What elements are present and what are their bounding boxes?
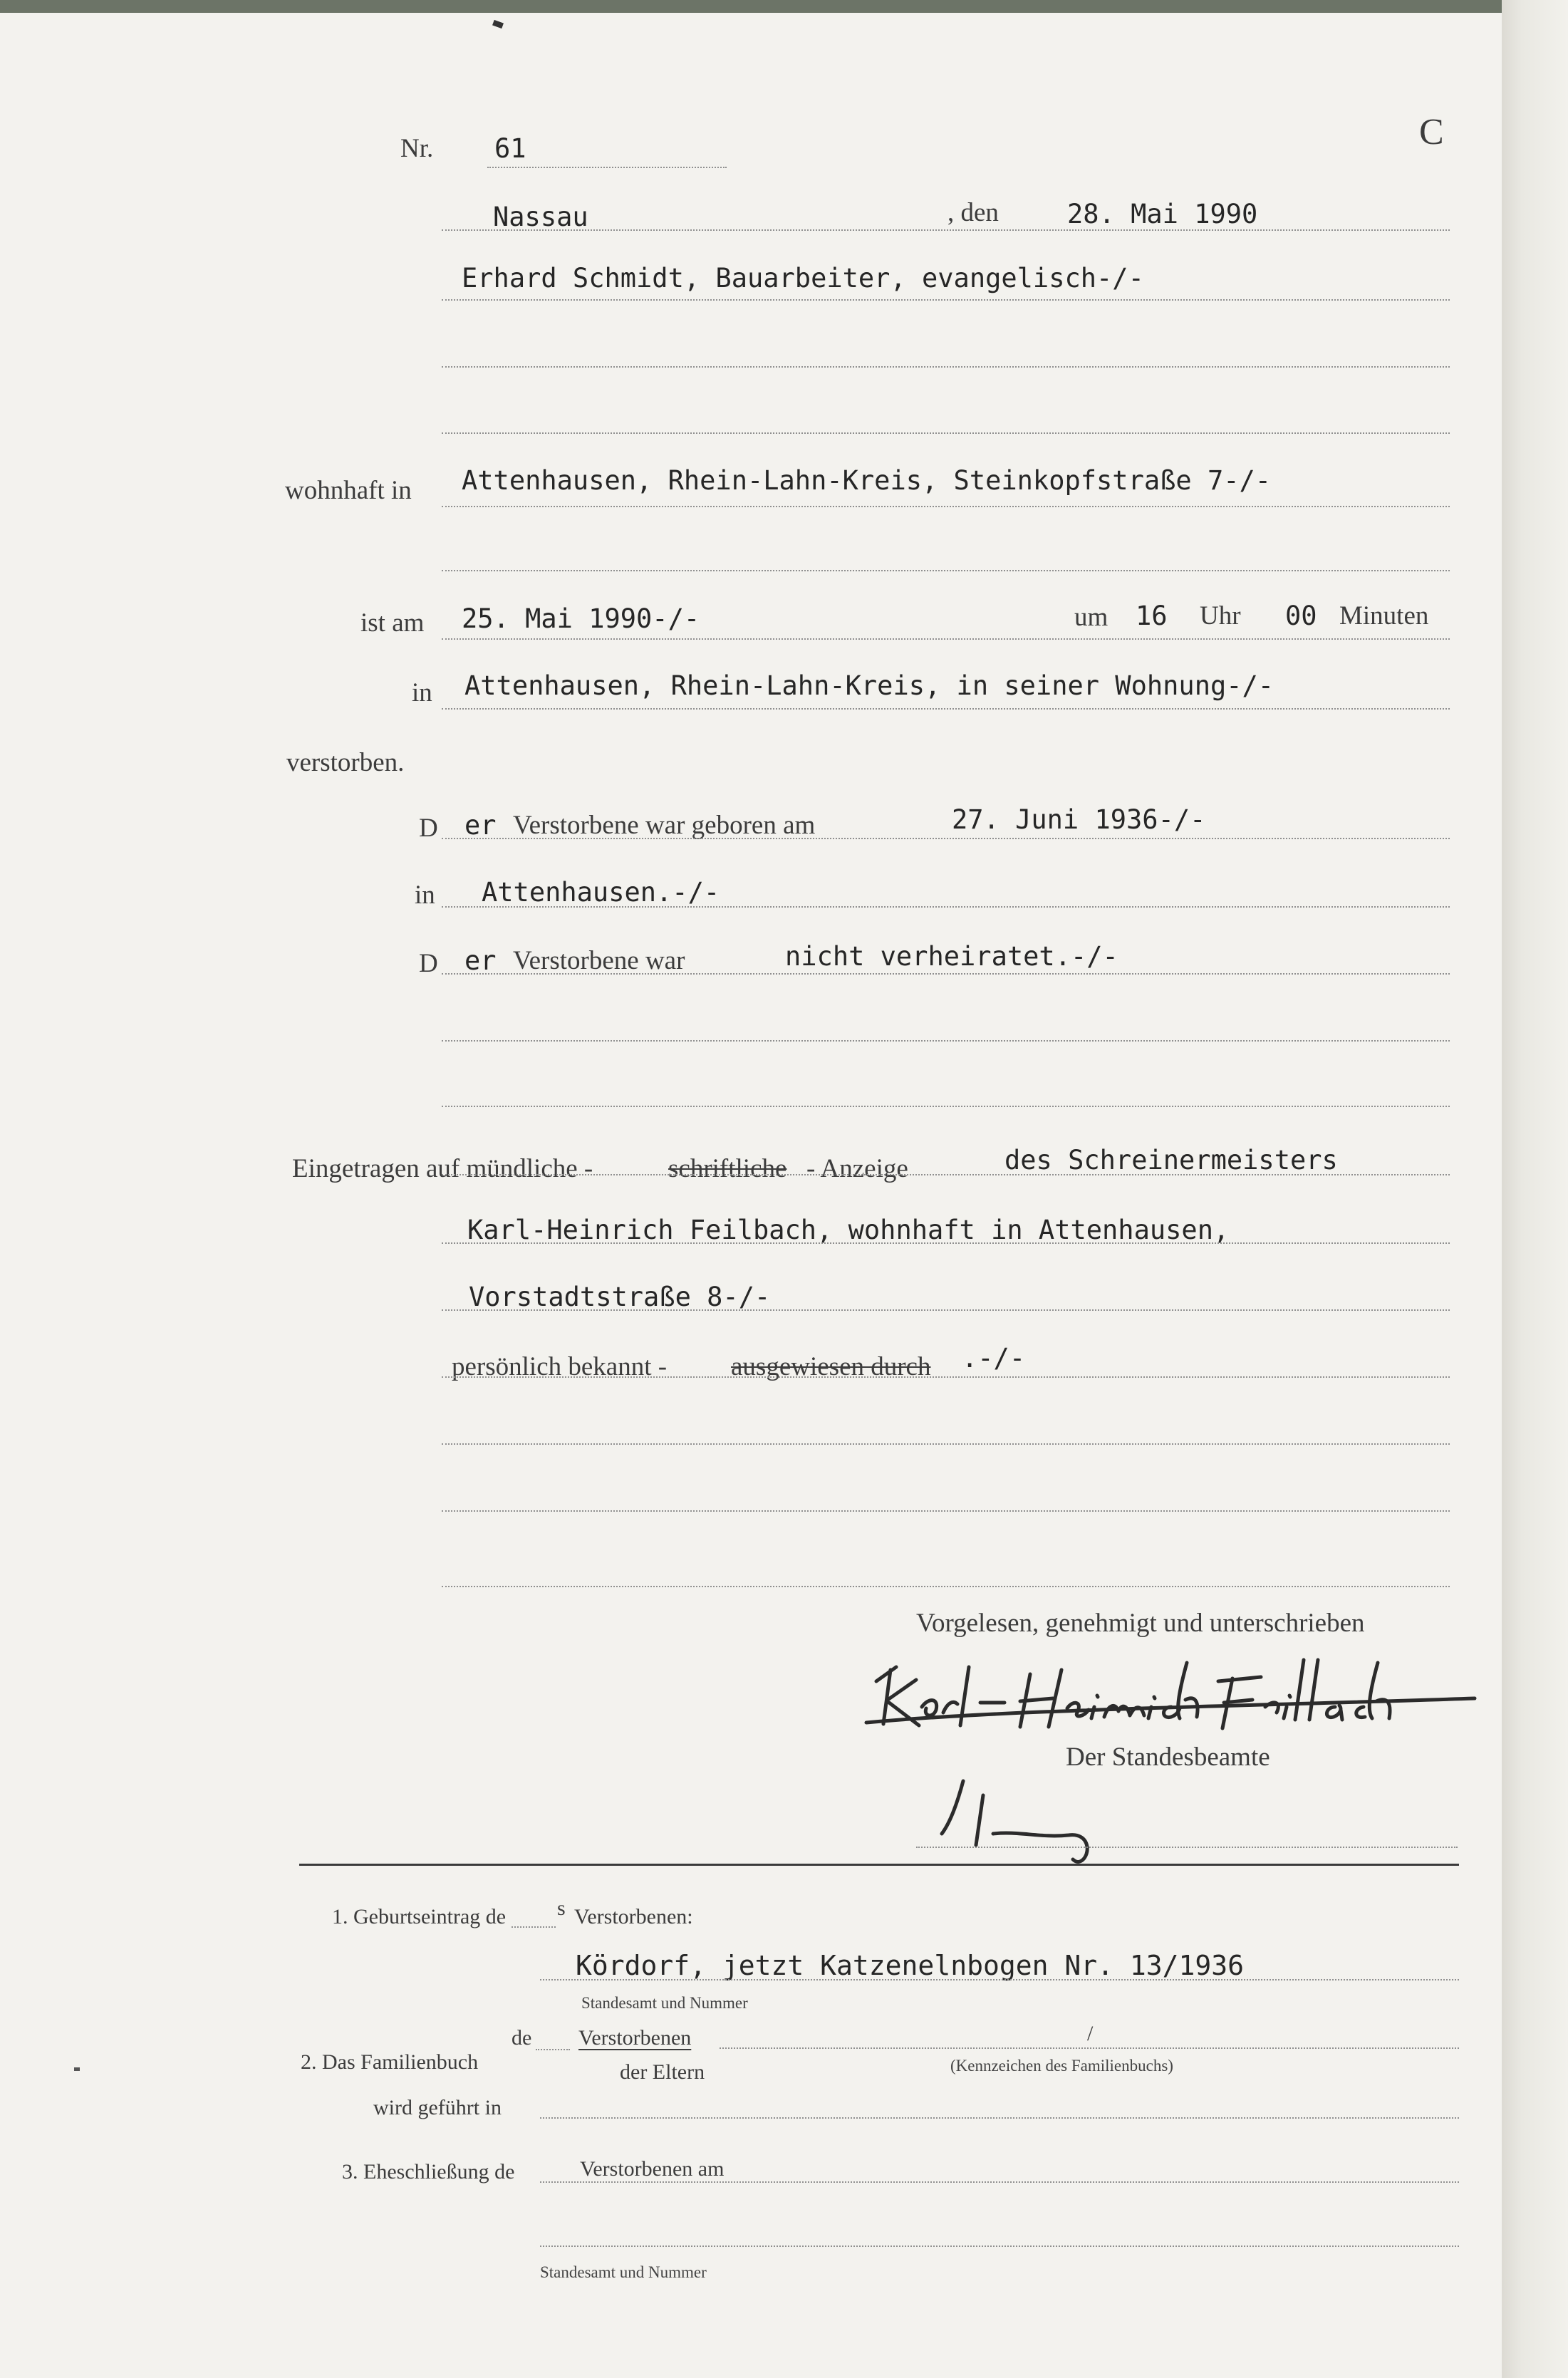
marital-d-prefix: D [419, 949, 438, 978]
residence: Attenhausen, Rhein-Lahn-Kreis, Steinkopfstraße 7-/- [462, 465, 1272, 496]
death-place: Attenhausen, Rhein-Lahn-Kreis, in seiner Wohnung-/- [464, 670, 1274, 701]
wohnhaft-label: wohnhaft in [285, 476, 412, 505]
line-signature [916, 1847, 1458, 1848]
nr-value: 61 [494, 133, 526, 164]
line-item3 [540, 2181, 1459, 2183]
schriftliche-struck: schriftliche [668, 1154, 787, 1183]
line-blank-4 [442, 1040, 1450, 1042]
geboren-label: Verstorbene war geboren am [513, 811, 816, 840]
ausgewiesen-struck: ausgewiesen durch [731, 1352, 931, 1381]
item2-kennzeichen: (Kennzeichen des Familienbuchs) [950, 2057, 1173, 2075]
birth-er: er [464, 810, 497, 841]
bekannt-label: persönlich bekannt - [452, 1352, 668, 1381]
standesamt-nummer-1: Standesamt und Nummer [581, 1994, 748, 2012]
margin-dot [74, 2067, 80, 2071]
death-minutes: 00 [1285, 601, 1317, 631]
line-item2 [720, 2047, 1459, 2049]
item2-de-line [536, 2049, 570, 2050]
um-label: um [1074, 603, 1108, 632]
marital-er: er [464, 945, 497, 976]
item2-de: de [512, 2026, 532, 2050]
line-place [442, 229, 1450, 231]
birth-place: Attenhausen.-/- [482, 877, 720, 908]
item1-s: s [557, 1896, 566, 1920]
line-blank-6 [442, 1443, 1450, 1445]
item2-slash: / [1087, 2022, 1094, 2045]
den-label: , den [947, 198, 999, 227]
document-page [0, 13, 1502, 2378]
item2-wird: wird geführt in [373, 2096, 502, 2119]
bekannt-suffix: .-/- [962, 1343, 1026, 1374]
line-marital [442, 973, 1450, 975]
page-edge [1502, 0, 1568, 2378]
nr-line [487, 167, 727, 168]
line-blank-7 [442, 1510, 1450, 1512]
line-birth-date [442, 838, 1450, 839]
marital-status: nicht verheiratet.-/- [785, 941, 1118, 972]
line-informant-3 [442, 1309, 1450, 1311]
nr-label: Nr. [400, 134, 434, 163]
footer-divider [299, 1864, 1459, 1866]
line-blank-1 [442, 366, 1450, 368]
item1-value: Kördorf, jetzt Katzenelnbogen Nr. 13/1936 [576, 1950, 1244, 1981]
corner-letter: C [1419, 112, 1444, 152]
informant-line-3: Vorstadtstraße 8-/- [469, 1282, 771, 1312]
death-in-label: in [412, 678, 432, 707]
item1-label: 1. Geburtseintrag de [332, 1905, 507, 1928]
anzeige-label: - Anzeige [806, 1154, 908, 1183]
registrar-signature-image [933, 1760, 1147, 1866]
line-item2-wird [540, 2117, 1459, 2119]
line-birth-place [442, 906, 1450, 908]
line-informant-2 [442, 1242, 1450, 1244]
birth-date: 27. Juni 1936-/- [952, 804, 1206, 835]
verstorben-label: verstorben. [286, 748, 405, 777]
item2-eltern: der Eltern [620, 2060, 705, 2084]
item2-label: 2. Das Familienbuch [301, 2050, 479, 2074]
line-item1 [540, 1979, 1459, 1980]
informant-line-1: des Schreinermeisters [1004, 1145, 1338, 1175]
item2-verstorbenen: Verstorbenen [578, 2026, 692, 2050]
line-informant-1 [442, 1174, 1450, 1175]
item3-value: Verstorbenen am [580, 2157, 725, 2181]
line-bekannt [442, 1376, 1450, 1378]
uhr-label: Uhr [1200, 601, 1241, 630]
item1-de-line [512, 1926, 556, 1928]
line-death-place [442, 708, 1450, 710]
date: 28. Mai 1990 [1067, 199, 1258, 229]
deceased-person: Erhard Schmidt, Bauarbeiter, evangelisch-/- [462, 263, 1144, 294]
line-blank-3 [442, 570, 1450, 571]
line-blank-2 [442, 432, 1450, 434]
death-date: 25. Mai 1990-/- [462, 603, 700, 634]
minuten-label: Minuten [1339, 601, 1429, 630]
line-person [442, 299, 1450, 301]
informant-line-2: Karl-Heinrich Feilbach, wohnhaft in Attenhausen, [467, 1215, 1230, 1245]
item1-suffix: Verstorbenen: [574, 1905, 693, 1928]
line-blank-8 [442, 1586, 1450, 1587]
marital-war-label: Verstorbene war [513, 946, 685, 975]
vorgelesen-text: Vorgelesen, genehmigt und unterschrieben [916, 1609, 1365, 1638]
line-item3-number [540, 2245, 1459, 2247]
line-residence [442, 506, 1450, 507]
standesamt-nummer-2: Standesamt und Nummer [540, 2263, 707, 2281]
death-hour: 16 [1136, 601, 1168, 631]
birth-in-label: in [415, 881, 435, 910]
line-blank-5 [442, 1106, 1450, 1107]
eingetragen-label: Eingetragen auf mündliche - [292, 1154, 593, 1183]
line-death-date [442, 638, 1450, 640]
ist-am-label: ist am [360, 608, 425, 638]
item3-label: 3. Eheschließung de [342, 2160, 515, 2184]
birth-d-prefix: D [419, 814, 438, 843]
scan-top-border [0, 0, 1568, 13]
place: Nassau [493, 202, 588, 232]
informant-signature-image [862, 1639, 1489, 1745]
standesbeamte-label: Der Standesbeamte [1066, 1743, 1270, 1772]
